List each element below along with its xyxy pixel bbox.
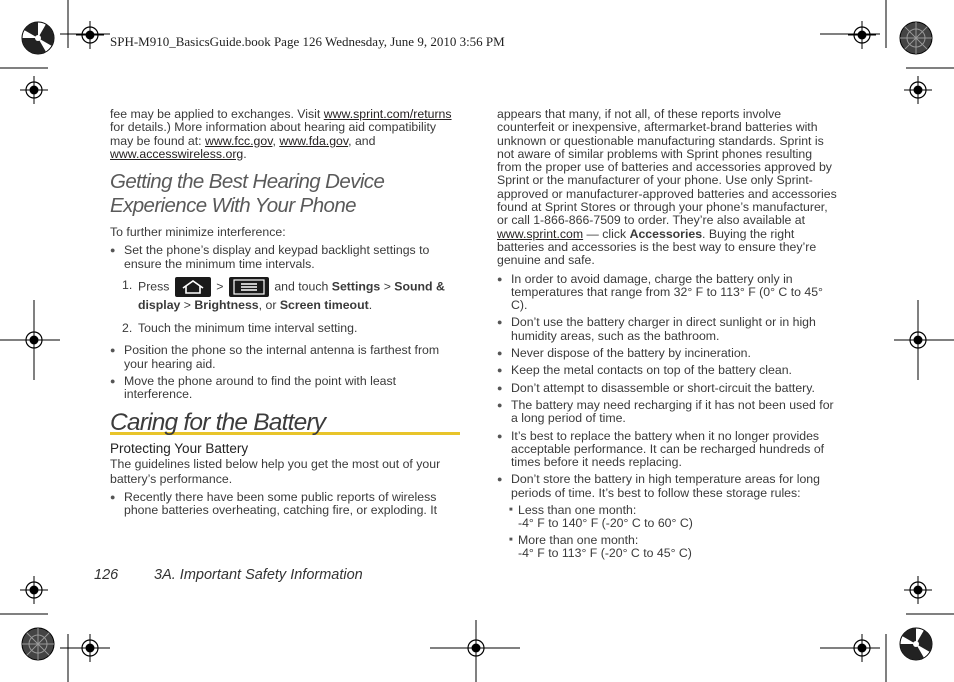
step-1: 1. Press > and touch Settings > Sound & display > Brightness, or Screen timeout.	[122, 278, 445, 313]
left-column	[110, 108, 460, 522]
list-item: ● Set the phone’s display and keypad backlight settings to ensure the minimum time intervals.	[110, 244, 460, 271]
page-footer	[94, 567, 363, 583]
list-item: ● Don’t attempt to disassemble or short-circuit the battery.	[497, 382, 837, 395]
list-item: ● Keep the metal contacts on top of the battery clean.	[497, 364, 837, 377]
list-item: ● Position the phone so the internal antenna is farthest from your hearing aid.	[110, 344, 460, 371]
list-item: ● In order to avoid damage, charge the battery only in temperatures that range from 32° F to 113° F (0° C to 45° C).	[497, 273, 837, 313]
print-header: SPH-M910_BasicsGuide.book Page 126 Wednesday, June 9, 2010 3:56 PM	[110, 34, 505, 49]
list-item: ● It’s best to replace the battery when it no longer provides acceptable performance. It can be recharged hundreds of times before it needs replacing.	[497, 430, 837, 470]
section-heading-hearing: Getting the Best Hearing Device Experience With Your Phone	[110, 170, 385, 218]
menu-key-icon	[229, 277, 269, 297]
list-item: ● Don’t use the battery charger in direct sunlight or in high humidity areas, such as the bathroom.	[497, 316, 837, 343]
step-2: 2. Touch the minimum time interval setting.	[122, 321, 358, 336]
lead-text: To further minimize interference:	[110, 225, 286, 240]
list-item: ● The battery may need recharging if it has not been used for a long period of time.	[497, 399, 837, 426]
paragraph: The guidelines listed below help you get the most out of your battery’s performance.	[110, 457, 441, 486]
list-item: ● Never dispose of the battery by incineration.	[497, 347, 837, 360]
link-accesswireless[interactable]: www.accesswireless.org	[110, 146, 244, 161]
continued-paragraph: appears that many, if not all, of these reports involve counterfeit or inexpensive, aftermarket-brand batteries with unknown or questionable manufacturing standards. Sprint is not aware of similar problems with Sprint phones resulting from the proper use of batteries and accessories approved by Sprint or the manufacturer of your phone. Use only Sprint-approved or manufacturer-approved batteries and accessories found at Sprint Stores or through your phone’s manufacturer, or call 1-866-866-7509 to order. They’re also available at www.sprint.com — click Accessories. Buying the right batteries and accessories is the best way to ensure they’re genuine and safe.	[497, 107, 837, 268]
page-number: 126	[94, 567, 119, 583]
link-fcc[interactable]: www.fcc.gov	[205, 133, 273, 148]
list-item: ● Don’t store the battery in high temperature areas for long periods of time. It’s best to follow these storage rules:	[497, 473, 837, 500]
link-fda[interactable]: www.fda.gov	[279, 133, 349, 148]
link-sprint-returns[interactable]: www.sprint.com/returns	[323, 107, 452, 121]
storage-rule: ■ Less than one month: -4° F to 140° F (-20° C to 60° C)	[509, 504, 837, 531]
list-item: ● Recently there have been some public reports of wireless phone batteries overheating, catching fire, or exploding. It	[110, 491, 460, 518]
link-sprint[interactable]: www.sprint.com	[497, 226, 584, 241]
section-name: 3A. Important Safety Information	[154, 567, 363, 583]
list-item: ● Move the phone around to find the point with least interference.	[110, 375, 460, 402]
subheading: Protecting Your Battery	[110, 440, 249, 456]
home-key-icon	[175, 277, 211, 297]
page-title: Caring for the Battery	[110, 416, 460, 435]
storage-rule: ■ More than one month: -4° F to 113° F (-20° C to 45° C)	[509, 534, 837, 561]
intro-paragraph: fee may be applied to exchanges. Visit www.sprint.com/returns for details.) More information about hearing aid compatibility may be found at: www.fcc.gov, www.fda.gov, and www.accesswireless.org.	[110, 107, 452, 161]
right-column	[497, 108, 837, 563]
